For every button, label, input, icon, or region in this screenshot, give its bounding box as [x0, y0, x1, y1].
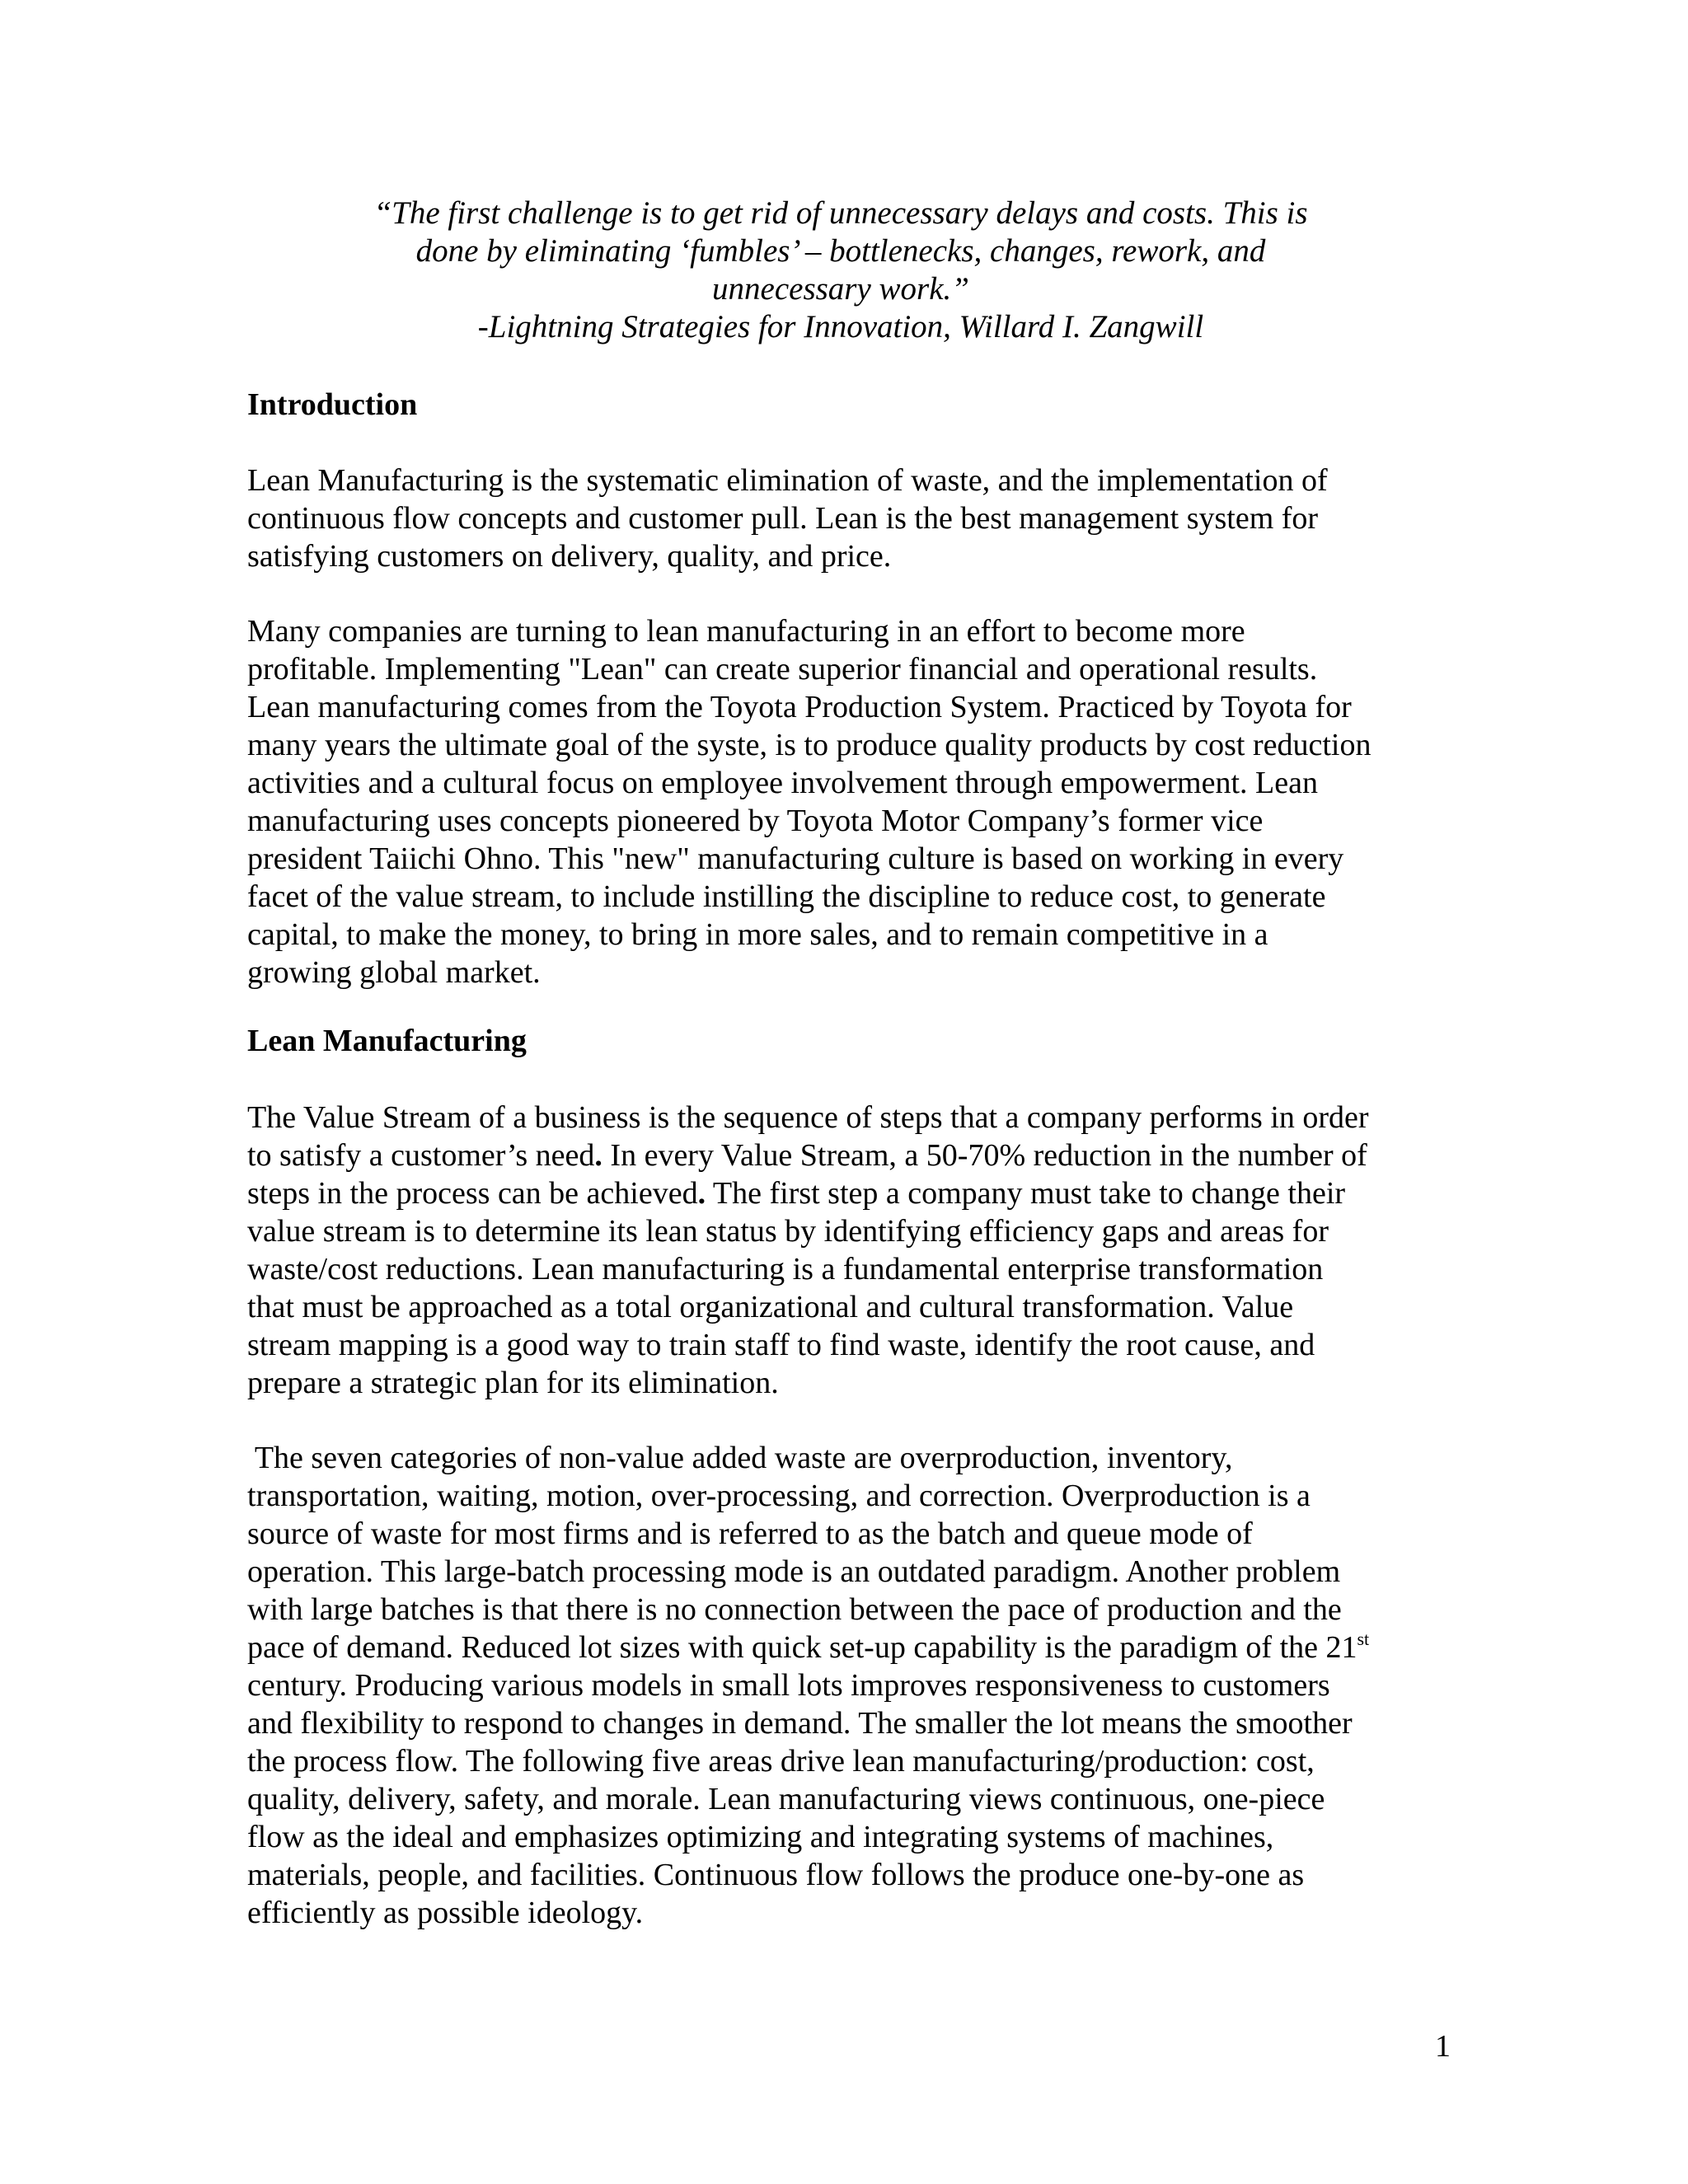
text-line: value stream is to determine its lean status by identifying efficiency gaps and areas for: [247, 1214, 1329, 1249]
text-line: activities and a cultural focus on employee involvement through empowerment. Lean: [247, 766, 1318, 800]
epigraph-line: unnecessary work.”: [712, 271, 969, 307]
text-line: profitable. Implementing "Lean" can create superior financial and operational results.: [247, 652, 1318, 687]
epigraph-quote: [247, 194, 1434, 346]
text-line: century. Producing various models in small lots improves responsiveness to customers: [247, 1668, 1330, 1703]
text-line: [247, 1174, 1459, 1212]
text-line: many years the ultimate goal of the syste, is to produce quality products by cost reduction: [247, 728, 1372, 762]
page-number: 1: [1435, 2029, 1451, 2064]
text-line: waste/cost reductions. Lean manufacturing is a fundamental enterprise transformation: [247, 1252, 1324, 1286]
text-line: source of waste for most firms and is referred to as the batch and queue mode of: [247, 1516, 1253, 1551]
text-run: to satisfy a customer’s need: [247, 1138, 595, 1173]
text-line: operation. This large-batch processing mode is an outdated paradigm. Another problem: [247, 1554, 1341, 1589]
intro-paragraph-1: [247, 462, 1459, 575]
text-run: In every Value Stream, a 50-70% reduction in the number of: [610, 1138, 1367, 1173]
epigraph-attribution: -Lightning Strategies for Innovation, Willard I. Zangwill: [477, 309, 1204, 344]
text-run: pace of demand. Reduced lot sizes with quick set-up capability is the paradigm of the 21: [247, 1630, 1357, 1665]
text-line: president Taiichi Ohno. This "new" manufacturing culture is based on working in every: [247, 841, 1344, 876]
text-line: transportation, waiting, motion, over-processing, and correction. Overproduction is a: [247, 1479, 1311, 1513]
bold-period: .: [594, 1138, 611, 1173]
text-line: materials, people, and facilities. Continuous flow follows the produce one-by-one as: [247, 1858, 1305, 1892]
bold-period: .: [697, 1176, 706, 1211]
text-line: The Value Stream of a business is the sequence of steps that a company performs in order: [247, 1100, 1369, 1135]
intro-paragraph-2: [247, 612, 1459, 991]
text-line: satisfying customers on delivery, quality, and price.: [247, 539, 892, 574]
text-line: efficiently as possible ideology.: [247, 1896, 644, 1930]
text-line: growing global market.: [247, 955, 541, 990]
text-line: stream mapping is a good way to train staff to find waste, identify the root cause, and: [247, 1328, 1315, 1362]
text-line: and flexibility to respond to changes in demand. The smaller the lot means the smoother: [247, 1706, 1353, 1741]
text-run: steps in the process can be achieved: [247, 1176, 698, 1211]
text-line: [247, 1629, 1459, 1666]
text-line: the process flow. The following five areas drive lean manufacturing/production: cost,: [247, 1744, 1315, 1779]
text-line: The seven categories of non-value added waste are overproduction, inventory,: [247, 1441, 1233, 1475]
text-line: Many companies are turning to lean manufacturing in an effort to become more: [247, 614, 1245, 649]
text-line: that must be approached as a total organizational and cultural transformation. Value: [247, 1290, 1294, 1324]
text-run: The first step a company must take to change their: [706, 1176, 1346, 1211]
section-heading-introduction: Introduction: [247, 387, 418, 422]
epigraph-line: “The first challenge is to get rid of unnecessary delays and costs. This is: [373, 195, 1308, 231]
section-heading-lean-manufacturing: Lean Manufacturing: [247, 1024, 527, 1058]
text-line: Lean Manufacturing is the systematic elimination of waste, and the implementation of: [247, 463, 1328, 498]
text-line: with large batches is that there is no connection between the pace of production and the: [247, 1592, 1342, 1627]
lean-paragraph-2: [247, 1439, 1459, 1932]
text-line: flow as the ideal and emphasizes optimizing and integrating systems of machines,: [247, 1820, 1274, 1854]
text-line: quality, delivery, safety, and morale. Lean manufacturing views continuous, one-piece: [247, 1782, 1325, 1816]
text-line: continuous flow concepts and customer pull. Lean is the best management system for: [247, 501, 1319, 536]
lean-paragraph-1: [247, 1099, 1459, 1402]
epigraph-line: done by eliminating ‘fumbles’ – bottlenecks, changes, rework, and: [415, 233, 1266, 269]
text-line: Lean manufacturing comes from the Toyota Production System. Practiced by Toyota for: [247, 690, 1352, 724]
text-line: [247, 1137, 1459, 1174]
superscript-st: st: [1357, 1629, 1370, 1649]
text-line: facet of the value stream, to include instilling the discipline to reduce cost, to generate: [247, 879, 1326, 914]
text-line: manufacturing uses concepts pioneered by Toyota Motor Company’s former vice: [247, 804, 1264, 838]
text-line: prepare a strategic plan for its elimination.: [247, 1366, 779, 1400]
text-line: capital, to make the money, to bring in more sales, and to remain competitive in a: [247, 917, 1268, 952]
